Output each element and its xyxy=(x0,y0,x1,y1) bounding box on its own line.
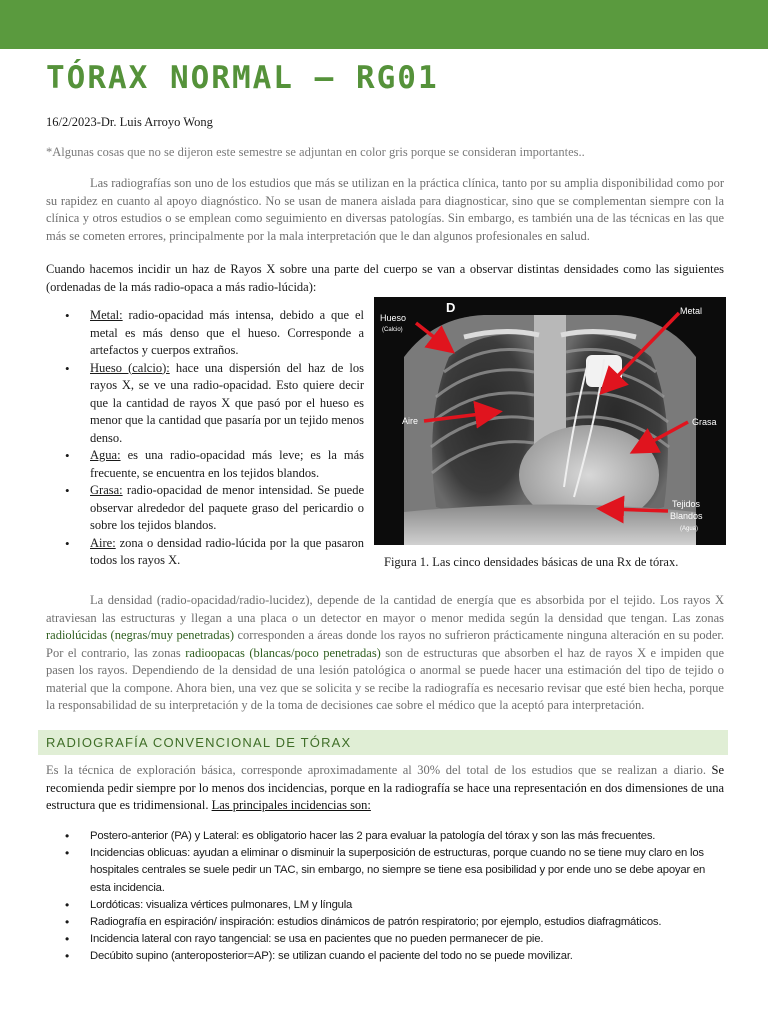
list-item xyxy=(60,535,364,570)
section-paragraph-gray: Es la técnica de exploración básica, corresponde aproximadamente al 30% del total de los estudios que se realizan a diario. xyxy=(46,763,712,777)
chest-xray-figure xyxy=(374,297,726,545)
density-term: Hueso (calcio): xyxy=(90,360,170,375)
incidence-lead: Postero-anterior (PA) y Lateral xyxy=(90,830,237,842)
label-tejidos-2: Blandos xyxy=(670,511,703,521)
label-aire: Aire xyxy=(402,416,419,426)
label-tejidos-1: Tejidos xyxy=(672,499,701,509)
list-item xyxy=(60,828,728,845)
list-item xyxy=(60,482,364,535)
density-text: radio-opacidad de menor intensidad. Se puede observar alrededor del paquete graso del pericardio o sobre los tejidos blandos. xyxy=(90,483,364,532)
densities-list xyxy=(60,307,364,570)
chest-xray-image xyxy=(374,297,726,545)
density-paragraph xyxy=(46,592,724,715)
density-term: Grasa: xyxy=(90,483,123,497)
section-header xyxy=(38,730,728,755)
densities-intro: Cuando hacemos incidir un haz de Rayos X sobre una parte del cuerpo se van a observar distintas densidades como las siguientes (ordenadas de la más radio-opaca a más radio-lúcida): xyxy=(46,262,724,294)
incidence-lead: Radiografía en espiración/ inspiración xyxy=(90,916,272,929)
density-paragraph-part2: corresponden a áreas donde los rayos no sufrieron prácticamente ninguna alteración en su poder. Por el contrario, las zonas xyxy=(46,628,724,660)
density-text: radio-opacidad más intensa, debido a que el metal es más denso que el hueso. Corresponde a artefactos y cuerpos extraños. xyxy=(90,308,364,357)
label-metal: Metal xyxy=(680,306,703,316)
density-paragraph-part3: son de estructuras que absorben el haz de rayos X e impiden que pasen los rayos. Dependiendo de la densidad de una lesión patológica o anormal se puede hacer una estimación del tipo de tejido o material que la compone. Ahora bien, una vez que se solicita y se recibe la radiografía es necesario revisar que esté bien hecha, porque la responsabilidad de su interpretación y de la toma de decisiones cae sobre el médico que la aceptó para interpretación. xyxy=(46,645,725,712)
incidences-list xyxy=(60,828,728,966)
incidence-text: : se usa en pacientes que no pueden permanecer de pie. xyxy=(268,933,544,946)
density-text: es una radio-opacidad más leve; es la más frecuente, se encuentra en los tejidos blandos. xyxy=(90,448,364,480)
list-item xyxy=(60,845,728,897)
incidence-text: : visualiza vértices pulmonares, LM y língula xyxy=(140,898,353,911)
page-title: TÓRAX NORMAL – RG01 xyxy=(46,60,439,96)
gray-note: *Algunas cosas que no se dijeron este semestre se adjuntan en color gris porque se consideran importantes.. xyxy=(46,145,585,159)
label-tejidos-sub: (Agua) xyxy=(680,526,699,532)
incidence-lead: Decúbito supino (anteroposterior=AP) xyxy=(90,950,273,963)
section-paragraph-underline: Las principales incidencias son: xyxy=(211,798,371,812)
density-paragraph-part1: La densidad (radio-opacidad/radio-lucidez), depende de la cantidad de energía que es absorbida por el tejido. Los rayos X atraviesan las estructuras y llegan a una placa o un detector en mayor o menor medida según la densidad que tengan. Las zonas xyxy=(46,593,724,625)
incidence-text: : ayudan a eliminar o disminuir la superposición de estructuras, porque cuando no se tiene muy claro en los hospitales centrales se suele pedir un TAC, sin embargo, no siempre se tiene esa posibilidad y por ende uno se debe apoyar en esta incidencia. xyxy=(90,847,706,894)
density-term: Metal: xyxy=(90,308,123,322)
incidence-lead: Lordóticas xyxy=(90,898,141,911)
section-paragraph xyxy=(46,762,724,815)
intro-paragraph: Las radiografías son uno de los estudios que más se utilizan en la práctica clínica, tanto por su amplia disponibilidad como por su rapidez en cuanto al apoyo diagnóstico. No se usan de manera aislada para diagnosticar, sino que se complementan siempre con la clínica y otros estudios o se emplean como seguimiento en diversas patologías. Sin embargo, es también una de las técnicas en las que más se cometen errores, principalmente por la mala interpretación que le dan algunos profesionales en salud. xyxy=(46,176,724,243)
list-item xyxy=(60,931,728,948)
density-term: Agua: xyxy=(90,448,121,462)
section-title: RADIOGRAFÍA CONVENCIONAL DE TÓRAX xyxy=(46,735,352,750)
density-text: hace una dispersión del haz de los rayos X, se ve una radio-opacidad. Esto quiere decir que la cantidad de rayos X que pasó por el hueso es menor que la cantidad que pasaría por un tejido menos denso. xyxy=(90,360,364,445)
list-item xyxy=(60,360,364,448)
date-author: 16/2/2023-Dr. Luis Arroyo Wong xyxy=(46,115,213,129)
incidence-lead: Incidencias oblicuas xyxy=(90,847,188,860)
label-hueso: Hueso xyxy=(380,313,407,323)
figure-corner-letter: D xyxy=(446,300,456,315)
list-item xyxy=(60,897,728,914)
list-item xyxy=(60,948,728,965)
incidence-text: : es obligatorio hacer las 2 para evaluar la patología del tórax y son las más frecuentes. xyxy=(236,830,656,842)
radiopaque-highlight: radioopacas (blancas/poco penetradas) xyxy=(185,645,381,660)
arrow-tejidos xyxy=(610,509,668,511)
section-paragraph-black: Se recomienda pedir siempre por lo menos dos incidencias, porque en la radiografía se hace una representación en dos dimensiones de una estructura que es tridimensional. xyxy=(46,763,724,812)
incidence-lead: Incidencia lateral con rayo tangencial xyxy=(90,933,269,946)
density-text: zona o densidad radio-lúcida por la que pasaron todos los rayos X. xyxy=(90,535,364,567)
label-grasa: Grasa xyxy=(692,417,717,427)
figure-caption: Figura 1. Las cinco densidades básicas de una Rx de tórax. xyxy=(384,555,679,569)
radiolucid-highlight: radiolúcidas (negras/muy penetradas) xyxy=(46,628,235,642)
header-bar xyxy=(0,0,768,49)
list-item xyxy=(60,307,364,360)
label-hueso-sub: (Calcio) xyxy=(382,327,403,333)
incidence-text: : estudios dinámicos de patrón respiratorio; por ejemplo, estudios diafragmáticos. xyxy=(271,916,662,929)
incidence-text: : se utilizan cuando el paciente del todo no se puede movilizar. xyxy=(272,950,573,963)
list-item xyxy=(60,914,728,931)
list-item xyxy=(60,447,364,482)
density-term: Aire: xyxy=(90,535,116,550)
